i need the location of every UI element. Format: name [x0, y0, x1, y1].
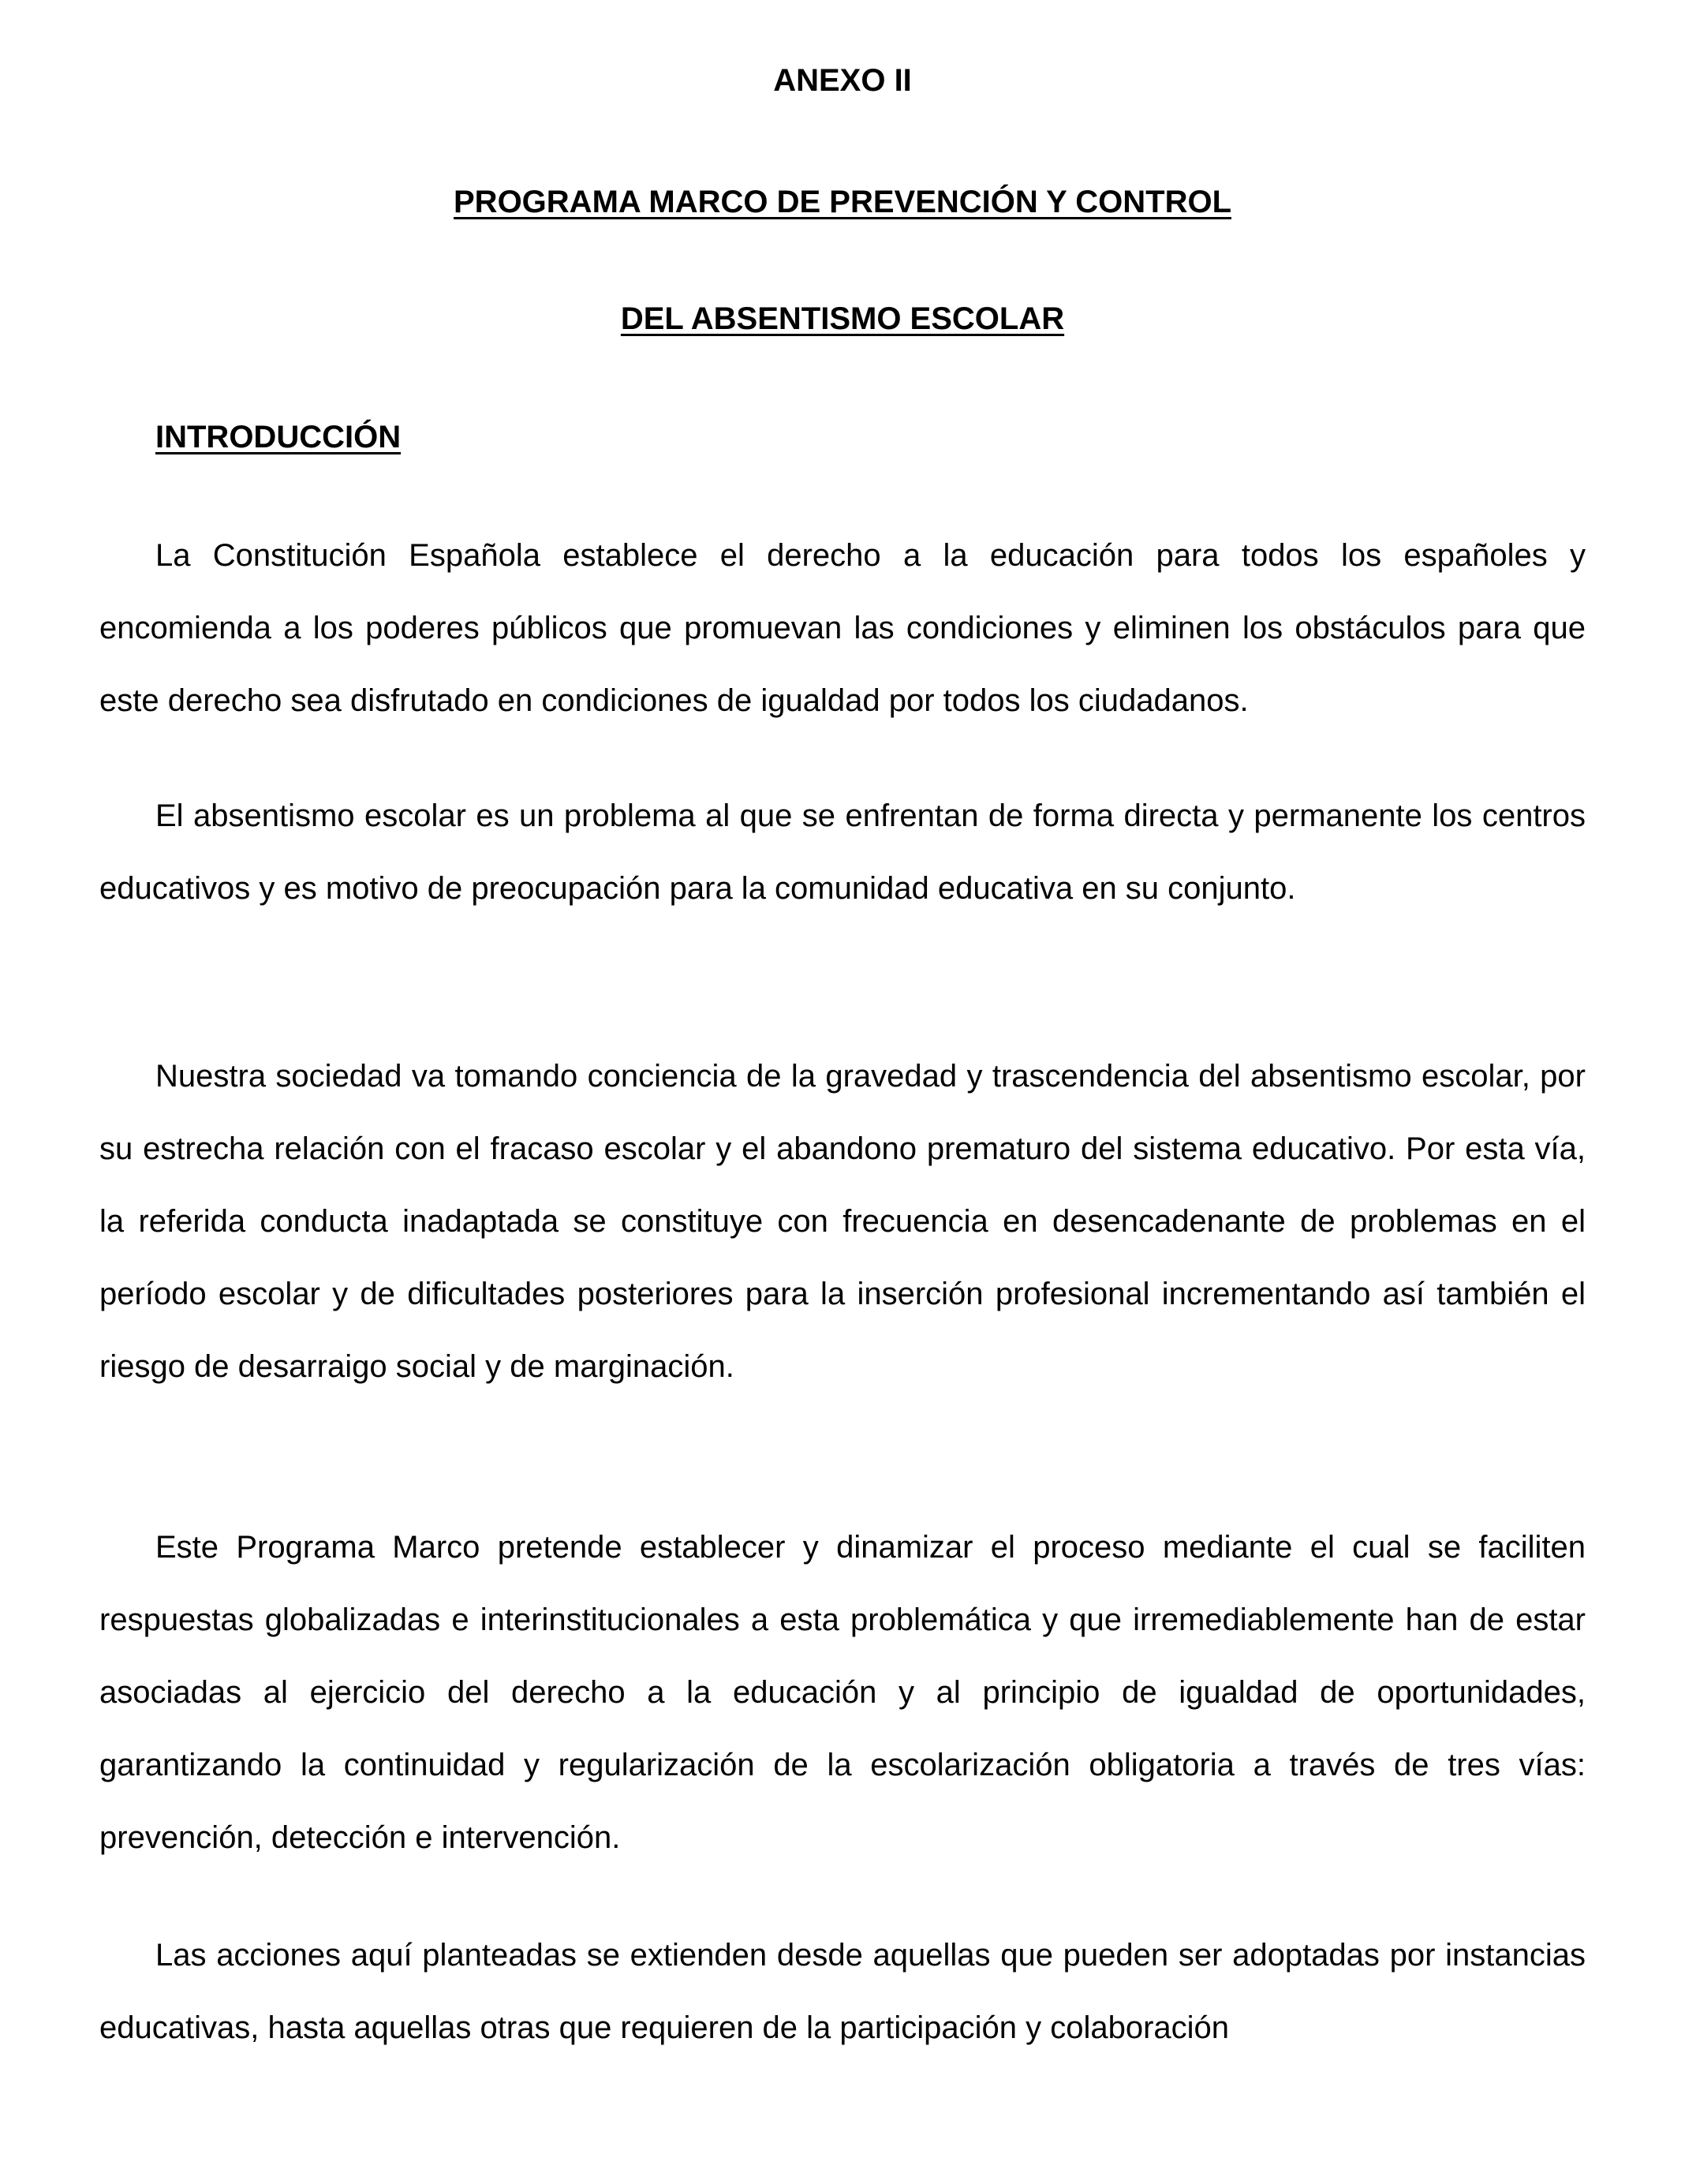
annex-title: ANEXO II [773, 63, 912, 98]
paragraph: Las acciones aquí planteadas se extienden desde aquellas que pueden ser adoptadas por instancias educativas, hasta aquellas otras que requieren de la participación y colaboración [99, 1938, 1586, 2045]
paragraph: El absentismo escolar es un problema al que se enfrentan de forma directa y permanente los centros educativos y es motivo de preocupación para la comunidad educativa en su conjunto. [99, 798, 1586, 906]
program-title-line2-text: DEL ABSENTISMO ESCOLAR [620, 301, 1065, 336]
section-heading-introduccion: INTRODUCCIÓN [155, 420, 402, 454]
paragraph: Nuestra sociedad va tomando conciencia de la gravedad y trascendencia del absentismo escolar, por su estrecha relación con el fracaso escolar y el abandono prematuro del sistema educativo. Por esta vía, la referida conducta inadaptada se constituye con frecuencia en desencadenante de problemas en el período escolar y de dificultades posteriores para la inserción profesional incrementando así también el riesgo de desarraigo social y de marginación. [99, 1059, 1586, 1384]
program-title-line1-text: PROGRAMA MARCO DE PREVENCIÓN Y CONTROL [454, 185, 1231, 219]
paragraph: La Constitución Española establece el derecho a la educación para todos los españoles y encomienda a los poderes públicos que promuevan las condiciones y eliminen los obstáculos para que este derecho sea disfrutado en condiciones de igualdad por todos los ciudadanos. [99, 538, 1586, 718]
program-title-line1 [0, 183, 1685, 221]
program-title-line2 [0, 300, 1685, 338]
paragraph: Este Programa Marco pretende establecer y dinamizar el proceso mediante el cual se faciliten respuestas globalizadas e interinstitucionales a esta problemática y que irremediablemente han de estar asociadas al ejercicio del derecho a la educación y al principio de igualdad de oportunidades, garantizando la continuidad y regularización de la escolarización obligatoria a través de tres vías: prevención, detección e intervención. [99, 1530, 1586, 1855]
